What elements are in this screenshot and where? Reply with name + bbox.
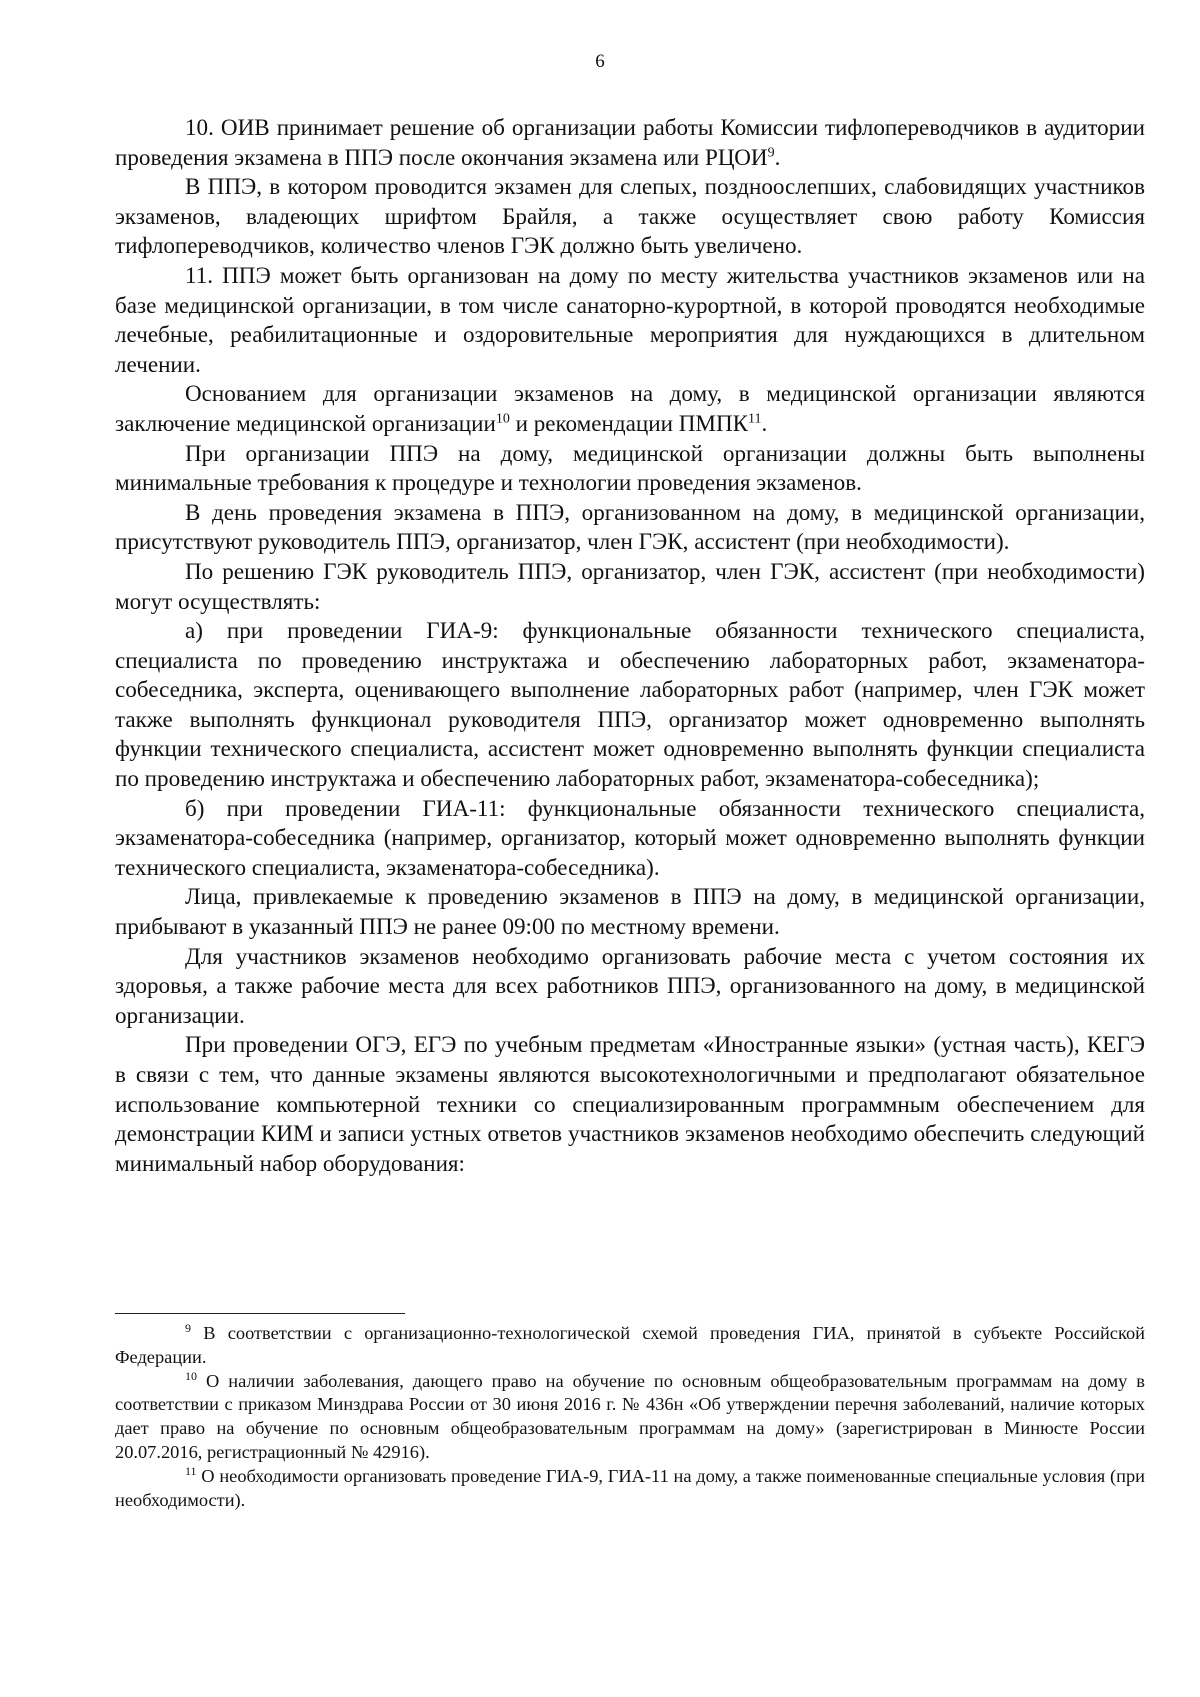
footnote-divider <box>115 1313 405 1314</box>
paragraph-exam-day: В день проведения экзамена в ППЭ, организованном на дому, в медицинской организации, присутствуют руководитель ППЭ, организатор, член ГЭК, ассистент (при необходимости). <box>115 498 1145 555</box>
paragraph-arrival-time: Лица, привлекаемые к проведению экзаменов в ППЭ на дому, в медицинской организации, прибывают в указанный ППЭ не ранее 09:00 по местному времени. <box>115 883 1145 940</box>
main-text <box>115 113 1145 1178</box>
paragraph-braille: В ППЭ, в котором проводится экзамен для слепых, поздноослепших, слабовидящих участников экзаменов, владеющих шрифтом Брайля, а также осуществляет свою работу Комиссия тифлопереводчиков, количество членов ГЭК должно быть увеличено. <box>115 173 1145 259</box>
footnote-text: О наличии заболевания, дающего право на обучение по основным общеобразовательным программам на дому в соответствии с приказом Минздрава России от 30 июня 2016 г. № 436н «Об утверждении перечня заболеваний, наличие которых дает право на обучение по основным общеобразовательным программам на дому» (зарегистрирован в Минюсте России 20.07.2016, регистрационный № 42916). <box>115 1370 1145 1462</box>
footnote-11 <box>115 1465 1145 1513</box>
footnote-mark: 9 <box>185 1320 191 1335</box>
page-number: 6 <box>595 51 605 72</box>
footnote-mark: 10 <box>185 1368 197 1383</box>
footnote-ref-11: 11 <box>748 411 762 427</box>
paragraph-basis <box>115 379 1145 438</box>
paragraph-workplaces: Для участников экзаменов необходимо организовать рабочие места с учетом состояния их здоровья, а также рабочие места для всех работников ППЭ, организованного на дому, в медицинской организации. <box>115 942 1145 1028</box>
paragraph-text-end: . <box>761 409 768 436</box>
paragraph-gek-decision: По решению ГЭК руководитель ППЭ, организатор, член ГЭК, ассистент (при необходимости) могут осуществлять: <box>115 557 1145 614</box>
paragraph-11-home-exam: 11. ППЭ может быть организован на дому по месту жительства участников экзаменов или на базе медицинской организации, в том числе санаторно-курортной, в которой проводятся необходимые лечебные, реабилитационные и оздоровительные мероприятия для нуждающихся в длительном лечении. <box>115 261 1145 377</box>
paragraph-gia-9: а) при проведении ГИА-9: функциональные обязанности технического специалиста, специалиста по проведению инструктажа и обеспечению лабораторных работ, экзаменатора-собеседника, эксперта, оценивающего выполнение лабораторных работ (например, член ГЭК может также выполнять функционал руководителя ППЭ, организатор может одновременно выполнять функции технического специалиста, ассистент может одновременно выполнять функции специалиста по проведению инструктажа и обеспечению лабораторных работ, экзаменатора-собеседника); <box>115 617 1145 792</box>
paragraph-text: Основанием для организации экзаменов на дому, в медицинской организации являются заключение медицинской организации <box>115 380 1145 436</box>
footnote-text: О необходимости организовать проведение ГИА-9, ГИА-11 на дому, а также поименованные специальные условия (при необходимости). <box>115 1465 1145 1510</box>
footnote-9 <box>115 1322 1145 1370</box>
footnotes <box>115 1322 1145 1512</box>
footnote-ref-10: 10 <box>495 411 510 427</box>
paragraph-equipment: При проведении ОГЭ, ЕГЭ по учебным предметам «Иностранные языки» (устная часть), КЕГЭ в связи с тем, что данные экзамены являются высокотехнологичными и предполагают обязательное использование компьютерной техники со специализированным программным обеспечением для демонстрации КИМ и записи устных ответов участников экзаменов необходимо обеспечить следующий минимальный набор оборудования: <box>115 1031 1145 1176</box>
paragraph-requirements: При организации ППЭ на дому, медицинской организации должны быть выполнены минимальные требования к процедуре и технологии проведения экзаменов. <box>115 439 1145 496</box>
paragraph-10-commission <box>115 113 1145 172</box>
paragraph-text-mid: и рекомендации ПМПК <box>509 409 749 436</box>
paragraph-text-end: . <box>774 143 781 170</box>
footnote-10 <box>115 1370 1145 1465</box>
paragraph-text: 10. ОИВ принимает решение об организации работы Комиссии тифлопереводчиков в аудитории проведения экзамена в ППЭ после окончания экзамена или РЦОИ <box>115 114 1145 170</box>
footnote-text: В соответствии с организационно-технологической схемой проведения ГИА, принятой в субъекте Российской Федерации. <box>115 1323 1145 1367</box>
paragraph-gia-11: б) при проведении ГИА-11: функциональные обязанности технического специалиста, экзаменатора-собеседника (например, организатор, который может одновременно выполнять функции технического специалиста, экзаменатора-собеседника). <box>115 794 1145 880</box>
footnote-mark: 11 <box>185 1463 197 1478</box>
footnote-ref-9: 9 <box>767 144 775 160</box>
